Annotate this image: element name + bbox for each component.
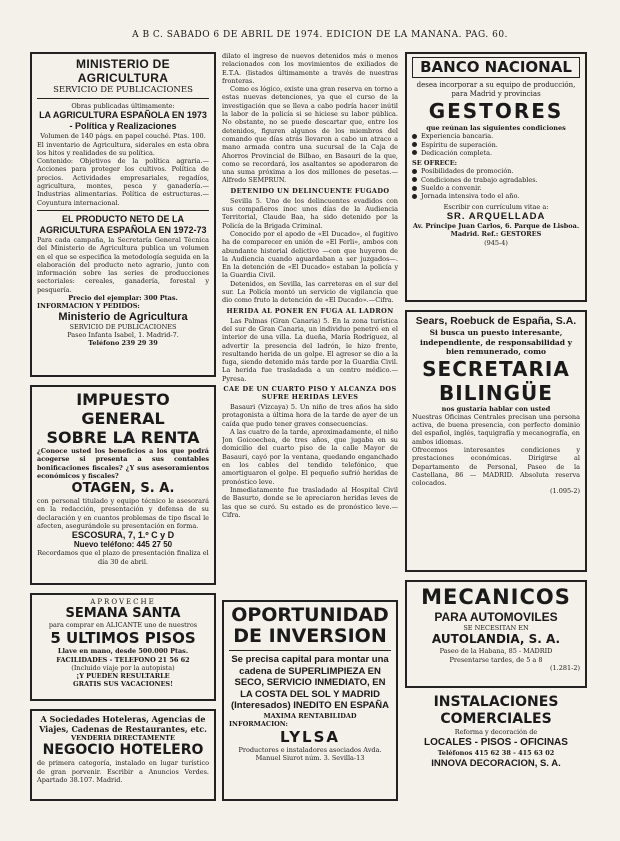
semana-facil: FACILIDADES - TELEFONO 21 56 62 — [56, 655, 190, 664]
news-head3: CAE DE UN CUARTO PISO Y ALCANZA DOS SUFRE HERIDAS LEVES — [223, 384, 397, 401]
impuesto-question: ¿Conoce usted los beneficios a los que podrá acogerse si presenta a sus contables bonificaciones fiscales? ¿Y sus asesoramientos económicos y fiscales? — [37, 447, 209, 480]
semana-bottom2: GRATIS SUS VACACIONES! — [73, 680, 173, 689]
ministerio-info-addr: Paseo Infanta Isabel, 1. Madrid-7. — [67, 330, 179, 339]
oportunidad-brand: LYLSA — [279, 728, 341, 747]
banco-ref: (945-4) — [484, 238, 508, 247]
banco-write: Escribir con currículum vitae a: — [443, 202, 549, 211]
mecanicos-sub: PARA AUTOMOVILES — [434, 610, 558, 624]
ad-hotelero — [30, 709, 216, 801]
news-p1: dilato el ingreso de nuevos detenidos más o menos relacionados con los movimientos de exiliados de E.T.A. (listados últimamente a través de nuestras fronteras. — [222, 52, 398, 85]
oportunidad-desc: Se precisa capital para montar una cadena de SUPERLIMPIEZA EN SECO, SERVICIO INMEDIATO, EN LA COSTA DEL SOL Y MADRID (Interesados) INEDITO EN ESPAÑA — [230, 654, 389, 711]
ministerio-book-title: LA AGRICULTURA ESPAÑOLA EN 1973 - Política y Realizaciones — [39, 110, 207, 132]
impuesto-desc: con personal titulado y equipo técnico le asesorará en la redacción, presentación y defensa de su declaración y en cuantos problemas de tipo fiscal le afecten, asegurándole su presentación en forma. — [37, 497, 209, 531]
bullet-icon — [412, 186, 417, 191]
ministerio-title: MINISTERIO DE AGRICULTURA — [76, 57, 170, 85]
instalaciones-title2: COMERCIALES — [440, 711, 552, 727]
oportunidad-title1: OPORTUNIDAD — [231, 604, 389, 626]
news-column — [222, 52, 398, 592]
banco-req: que reúnan las siguientes condiciones — [426, 124, 566, 132]
bullet-icon — [412, 142, 417, 147]
ministerio-book-info: Volumen de 140 págs. en papel couché. Ptas. 100. — [40, 132, 206, 141]
ministerio-info-name: Ministerio de Agricultura — [58, 310, 188, 323]
banco-big: GESTORES — [428, 99, 564, 123]
bullet-icon — [412, 194, 417, 199]
news-head2: HERIDA AL PONER EN FUGA AL LADRON — [226, 306, 394, 315]
hotelero-title: NEGOCIO HOTELERO — [42, 742, 204, 759]
semana-note: (Incluido viaje por la autopista) — [71, 663, 175, 672]
oportunidad-max: MAXIMA RENTABILIDAD — [263, 711, 357, 720]
mecanicos-need: SE NECESITAN EN — [463, 624, 529, 632]
banco-items — [412, 132, 580, 157]
ministerio-info-label: INFORMACION Y PEDIDOS: — [37, 302, 140, 311]
page-header: A B C. SABADO 6 DE ABRIL DE 1974. EDICION DE LA MAÑANA. PAG. 60. — [132, 30, 508, 40]
news-p9: Inmediatamente fue trasladado al Hospital Civil de Basurto, donde se le apreciaron heridas leves de las que se curó. Su estado es de pronóstico leve.— Cifra. — [222, 485, 398, 519]
ministerio-price: Precio del ejemplar: 300 Ptas. — [68, 294, 178, 303]
banco-offers — [412, 167, 580, 200]
news-p4: Conocido por el apodo de «El Ducado», el fugitivo ha de comparecer en unión de «El Ferli», ambos con abundante historial delictivo —con que huyeron de la Audiencia cuando aguardaban a ser juzgados—. En la detención de «El Ducado» estaban la policía y la Guardia Civil. — [222, 229, 398, 280]
instalaciones-big: LOCALES - PISOS - OFICINAS — [424, 737, 568, 749]
impuesto-title1: IMPUESTO GENERAL — [76, 390, 170, 428]
banco-item: Espíritu de superación. — [412, 141, 580, 149]
bullet-icon — [412, 150, 417, 155]
ad-sears — [405, 310, 587, 572]
oportunidad-info: INFORMACION: — [229, 719, 288, 728]
semana-bottom1: ¡Y PUEDEN RESULTARLE — [76, 672, 170, 681]
semana-top: APROVECHE — [90, 598, 156, 606]
impuesto-title2: SOBRE LA RENTA — [46, 428, 200, 447]
sears-ref: (1.095-2) — [549, 487, 580, 496]
banco-item: Dedicación completa. — [412, 149, 580, 157]
ministerio-desc2: Contenido: Objetivos de la política agraria.— Acciones para proteger los cultivos. Política de precios. Actividades empresariales, regadíos, agricultura, montes, pesca y ganadería.— Industrias alimentarias. Política de estructuras.— Coyuntura internacional. — [37, 157, 209, 207]
ad-oportunidad — [222, 600, 398, 801]
semana-sub: para comprar en ALICANTE uno de nuestros — [48, 621, 198, 629]
sears-sub: nos gustaría hablar con usted — [441, 404, 551, 413]
news-p6: Las Palmas (Gran Canaria) 5. En la zona turística del sur de Gran Canaria, un individuo penetró en el interior de una villa. La dueña, María Rodríguez, al advertir la presencia del ladrón, le hizo frente, resultando herida de un golpe. El agresor se dio a la fuga, siendo detenido más tarde por la Guardia Civil. La herida fue trasladada a un centro médico.— Pyresa. — [222, 316, 398, 383]
hotelero-line1: A Sociedades Hoteleras, Agencias de Viajes, Cadenas de Restaurantes, etc. — [39, 714, 207, 734]
news-head1: DETENIDO UN DELINCUENTE FUGADO — [230, 186, 390, 195]
sears-desc: Nuestras Oficinas Centrales precisan una persona activa, de buena presencia, con perfecto dominio del español, inglés, taquigrafía y mecanografía, en ambos idiomas. — [412, 412, 580, 446]
ad-ministerio — [30, 52, 216, 377]
banco-addr: Av. Príncipe Juan Carlos, 6. Parque de Lisboa. Madrid. Ref.: GESTORES — [412, 221, 580, 239]
oportunidad-title2: DE INVERSION — [233, 625, 387, 647]
sears-brand: Sears, Roebuck de España, S.A. — [415, 315, 577, 327]
ministerio-subtitle: SERVICIO DE PUBLICACIONES — [53, 85, 193, 95]
sears-big1: SECRETARIA — [422, 356, 570, 381]
ministerio-info-service: SERVICIO DE PUBLICACIONES — [69, 322, 177, 331]
mecanicos-brand: AUTOLANDIA, S. A. — [431, 632, 561, 647]
mecanicos-ref: (1.281-2) — [549, 663, 580, 672]
bullet-icon — [412, 169, 417, 174]
mecanicos-time: Presentarse tardes, de 5 a 8 — [449, 655, 543, 664]
banco-item: Experiencia bancaria. — [412, 132, 580, 140]
banco-offer-label: SE OFRECE: — [412, 159, 458, 168]
ad-semana-santa — [30, 593, 216, 701]
banco-title: BANCO NACIONAL — [412, 57, 580, 78]
ad-impuesto — [30, 385, 216, 585]
impuesto-phone: Nuevo teléfono: 445 27 50 — [73, 540, 173, 550]
sears-desc2: Ofrecemos interesantes condiciones y prestaciones económicas. Dirigirse al Departamento de Personal, Paseo de la Castellana, 86 — MADRID. Absoluta reserva colocados. — [412, 445, 580, 488]
mecanicos-addr: Paseo de la Habana, 85 - MADRID — [439, 647, 553, 656]
news-p7: Basauri (Vizcaya) 5. Un niño de tres años ha sido protagonista a última hora de la tarde de ayer de un caída que pudo tener graves consecuencias. — [222, 402, 398, 428]
banco-offer: Condiciones de trabajo agradables. — [412, 176, 580, 184]
banco-offer: Sueldo a convenir. — [412, 184, 580, 192]
ad-mecanicos — [405, 580, 587, 688]
news-p2: Como es lógico, existe una gran reserva en torno a estas nuevas detenciones, ya que el curso de la investigación que se lleva a cabo podría hacer inútil la labor de la policía si se hiciese su labor pública. No obstante, no se puede descartar que, entre los detenidos, figuren algunos de los miembros del comando que días atrás llevaron a cabo un atraco a mano armada contra una sucursal de la Caja de Ahorros Provincial de Bilbao, en Basauri de la que, como se recordará, los asaltantes se apoderaron de una suma próxima a los dos millones de pesetas.— Alfredo SEMPRUN. — [222, 85, 398, 185]
sears-big2: BILINGÜE — [439, 380, 553, 405]
ministerio-product-title: EL PRODUCTO NETO DE LA AGRICULTURA ESPAÑOLA EN 1972-73 — [39, 213, 207, 235]
bullet-icon — [412, 134, 417, 139]
instalaciones-phones: Teléfonos 415 62 38 - 415 63 02 — [437, 749, 555, 758]
semana-price: Llave en mano, desde 500.000 Ptas. — [57, 647, 189, 656]
bullet-icon — [412, 177, 417, 182]
instalaciones-brand: INNOVA DECORACION, S. A. — [431, 757, 561, 769]
mecanicos-title: MECANICOS — [421, 585, 571, 609]
news-p3: Sevilla 5. Uno de los delincuentes evadidos con sus compañeros inoc unos días de la Audiencia Territorial, Claude Baa, ha sido detenido por la Policía de la Brigada Criminal. — [222, 196, 398, 230]
instalaciones-title1: INSTALACIONES — [433, 694, 559, 710]
ministerio-desc1: El inventario de Agricultura, siderales en esta obra los hitos y realidades de su política. — [37, 140, 209, 157]
banco-offer: Jornada intensiva todo el año. — [412, 192, 580, 200]
oportunidad-footer: Productores e instaladores asociados Avda. Manuel Siurot núm. 3. Sevilla-13 — [238, 746, 382, 763]
semana-title: SEMANA SANTA — [65, 606, 181, 621]
ministerio-intro: Obras publicadas últimamente: — [71, 102, 175, 110]
news-p5: Detenidos, en Sevilla, las carreteras en el sur del sur. La Policía montó un servicio de vigilancia que dio como fruto la detención de «El Ducado».—Cifra. — [222, 279, 398, 305]
sears-intro: Si busca un puesto interesante, independiente, de responsabilidad y bien remunerado, como — [419, 328, 573, 356]
instalaciones-sub: Reforma y decoración de — [454, 728, 538, 736]
ad-instalaciones — [405, 694, 587, 801]
impuesto-footer: Recordamos que el plazo de presentación finaliza el día 30 de abril. — [37, 549, 209, 566]
semana-big: 5 ULTIMOS PISOS — [50, 629, 196, 648]
news-p8: A las cuatro de la tarde, aproximadamente, el niño Jon Goicoechea, de tres años, que jugaba en su domicilio del cuarto piso de la calle Mayor de Basauri, cayó por la ventana, quedando enganchado en los cables del tendido telefónico, que amortiguaron el golpe. El pequeño sufrió heridas de pronóstico leve. — [222, 427, 398, 486]
ministerio-product-desc: Para cada campaña, la Secretaría General Técnica del Ministerio de Agricultura publica un volumen en el que se especifica la metodología seguida en la elaboración del producto neto agrario, junto con información sobre las series de producciones sectoriales: cereales, ganadería, forestal y pesquería. — [37, 235, 209, 294]
ad-banco — [405, 52, 587, 302]
impuesto-company: OTAGEN, S. A. — [71, 481, 175, 497]
banco-sub: desea incorporar a su equipo de producción, para Madrid y provincias — [416, 81, 576, 98]
banco-offer: Posibilidades de promoción. — [412, 167, 580, 175]
hotelero-desc: de primera categoría, instalado en lugar turístico de gran porvenir. Escribir a Anuncios Verdes. Apartado 38.107. Madrid. — [37, 759, 209, 784]
ministerio-info-phone: Teléfono 239 29 39 — [88, 339, 158, 348]
impuesto-addr: ESCOSURA, 7, 1.º C y D — [71, 530, 175, 541]
banco-name: SR. ARQUELLADA — [446, 210, 546, 222]
hotelero-line2: VENDERIA DIRECTAMENTE — [71, 734, 175, 742]
